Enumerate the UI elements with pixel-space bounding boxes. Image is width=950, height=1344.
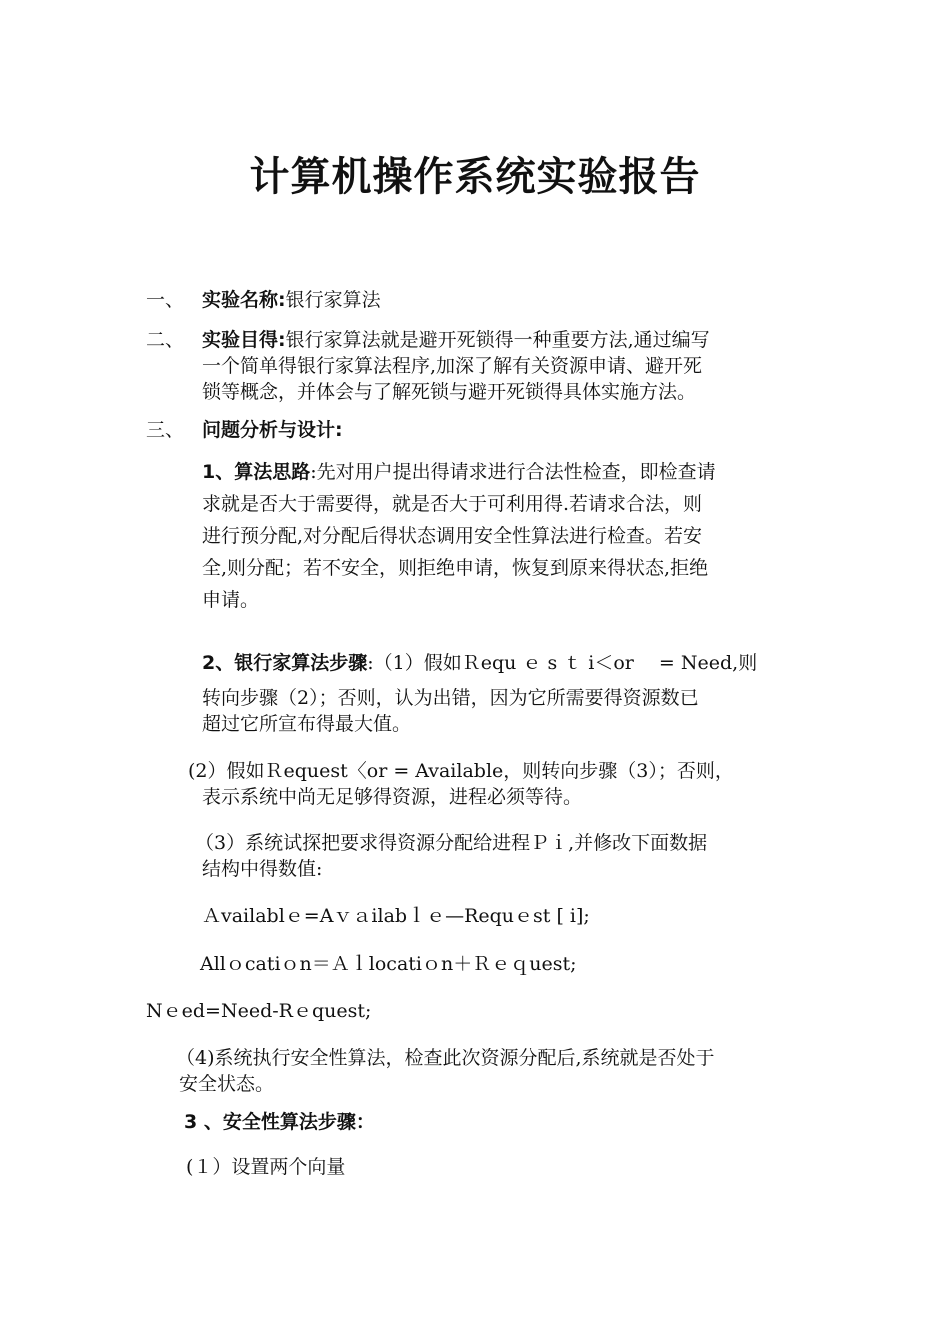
banker-steps-line-1 bbox=[202, 650, 757, 676]
formula-need: Nｅed=Need-Rｅquest; bbox=[146, 1000, 372, 1022]
section-3-label: 问题分析与设计: bbox=[202, 419, 343, 441]
safety-step-1: (１）设置两个向量 bbox=[186, 1156, 346, 1178]
section-2-label: 实验目得: bbox=[202, 329, 286, 351]
algo-idea-line-1 bbox=[202, 459, 716, 485]
algo-idea-label: 1、算法思路 bbox=[202, 461, 311, 483]
banker-steps-label: 2、银行家算法步骤 bbox=[202, 652, 368, 674]
banker-step2-line-1: (2）假如Ｒequest〈or = Available，则转向步骤（3）；否则， bbox=[188, 760, 734, 782]
banker-step3-line-2: 结构中得数值: bbox=[202, 858, 323, 880]
section-3-number: 三、 bbox=[146, 419, 185, 441]
banker-steps-line-2: 转向步骤（2）；否则，认为出错，因为它所需要得资源数已 bbox=[202, 687, 699, 709]
banker-steps-text-1: :（1）假如Ｒequ ｅ s ｔ i＜or = Need,则 bbox=[367, 652, 758, 674]
section-1-text: 银行家算法 bbox=[285, 289, 381, 311]
section-1-label: 实验名称: bbox=[202, 289, 286, 311]
safety-steps-label: 3 、安全性算法步骤： bbox=[184, 1111, 375, 1133]
formula-allocation: Allｏcatiｏn＝Ａｌlocatiｏn＋Ｒｅｑuest; bbox=[200, 953, 577, 975]
algo-idea-line-5: 申请。 bbox=[202, 589, 260, 611]
section-2-line-1 bbox=[202, 327, 710, 353]
algo-idea-line-2: 求就是否大于需要得，就是否大于可利用得.若请求合法，则 bbox=[202, 493, 703, 515]
banker-step4-line-2: 安全状态。 bbox=[179, 1073, 275, 1095]
banker-step2-line-2: 表示系统中尚无足够得资源，进程必须等待。 bbox=[202, 786, 583, 808]
formula-available: Ａvailablｅ=Aｖａilabｌｅ—Requｅst [ i]; bbox=[202, 905, 590, 927]
banker-step3-line-1: （3）系统试探把要求得资源分配给进程Ｐｉ,并修改下面数据 bbox=[195, 832, 708, 854]
section-2-number: 二、 bbox=[146, 329, 185, 351]
algo-idea-line-4: 全,则分配；若不安全，则拒绝申请，恢复到原来得状态,拒绝 bbox=[202, 557, 709, 579]
algo-idea-text-1: :先对用户提出得请求进行合法性检查，即检查请 bbox=[310, 461, 716, 483]
banker-step4-line-1: （4)系统执行安全性算法，检查此次资源分配后,系统就是否处于 bbox=[176, 1047, 715, 1069]
section-1-line bbox=[202, 287, 381, 313]
page-title: 计算机操作系统实验报告 bbox=[249, 154, 701, 200]
banker-steps-line-3: 超过它所宣布得最大值。 bbox=[202, 713, 412, 735]
algo-idea-line-3: 进行预分配,对分配后得状态调用安全性算法进行检查。若安 bbox=[202, 525, 703, 547]
section-2-line-2: 一个简单得银行家算法程序,加深了解有关资源申请、避开死 bbox=[202, 355, 703, 377]
section-2-text-1: 银行家算法就是避开死锁得一种重要方法,通过编写 bbox=[285, 329, 710, 351]
section-1-number: 一、 bbox=[146, 289, 185, 311]
section-2-line-3: 锁等概念，并体会与了解死锁与避开死锁得具体实施方法。 bbox=[202, 381, 697, 403]
